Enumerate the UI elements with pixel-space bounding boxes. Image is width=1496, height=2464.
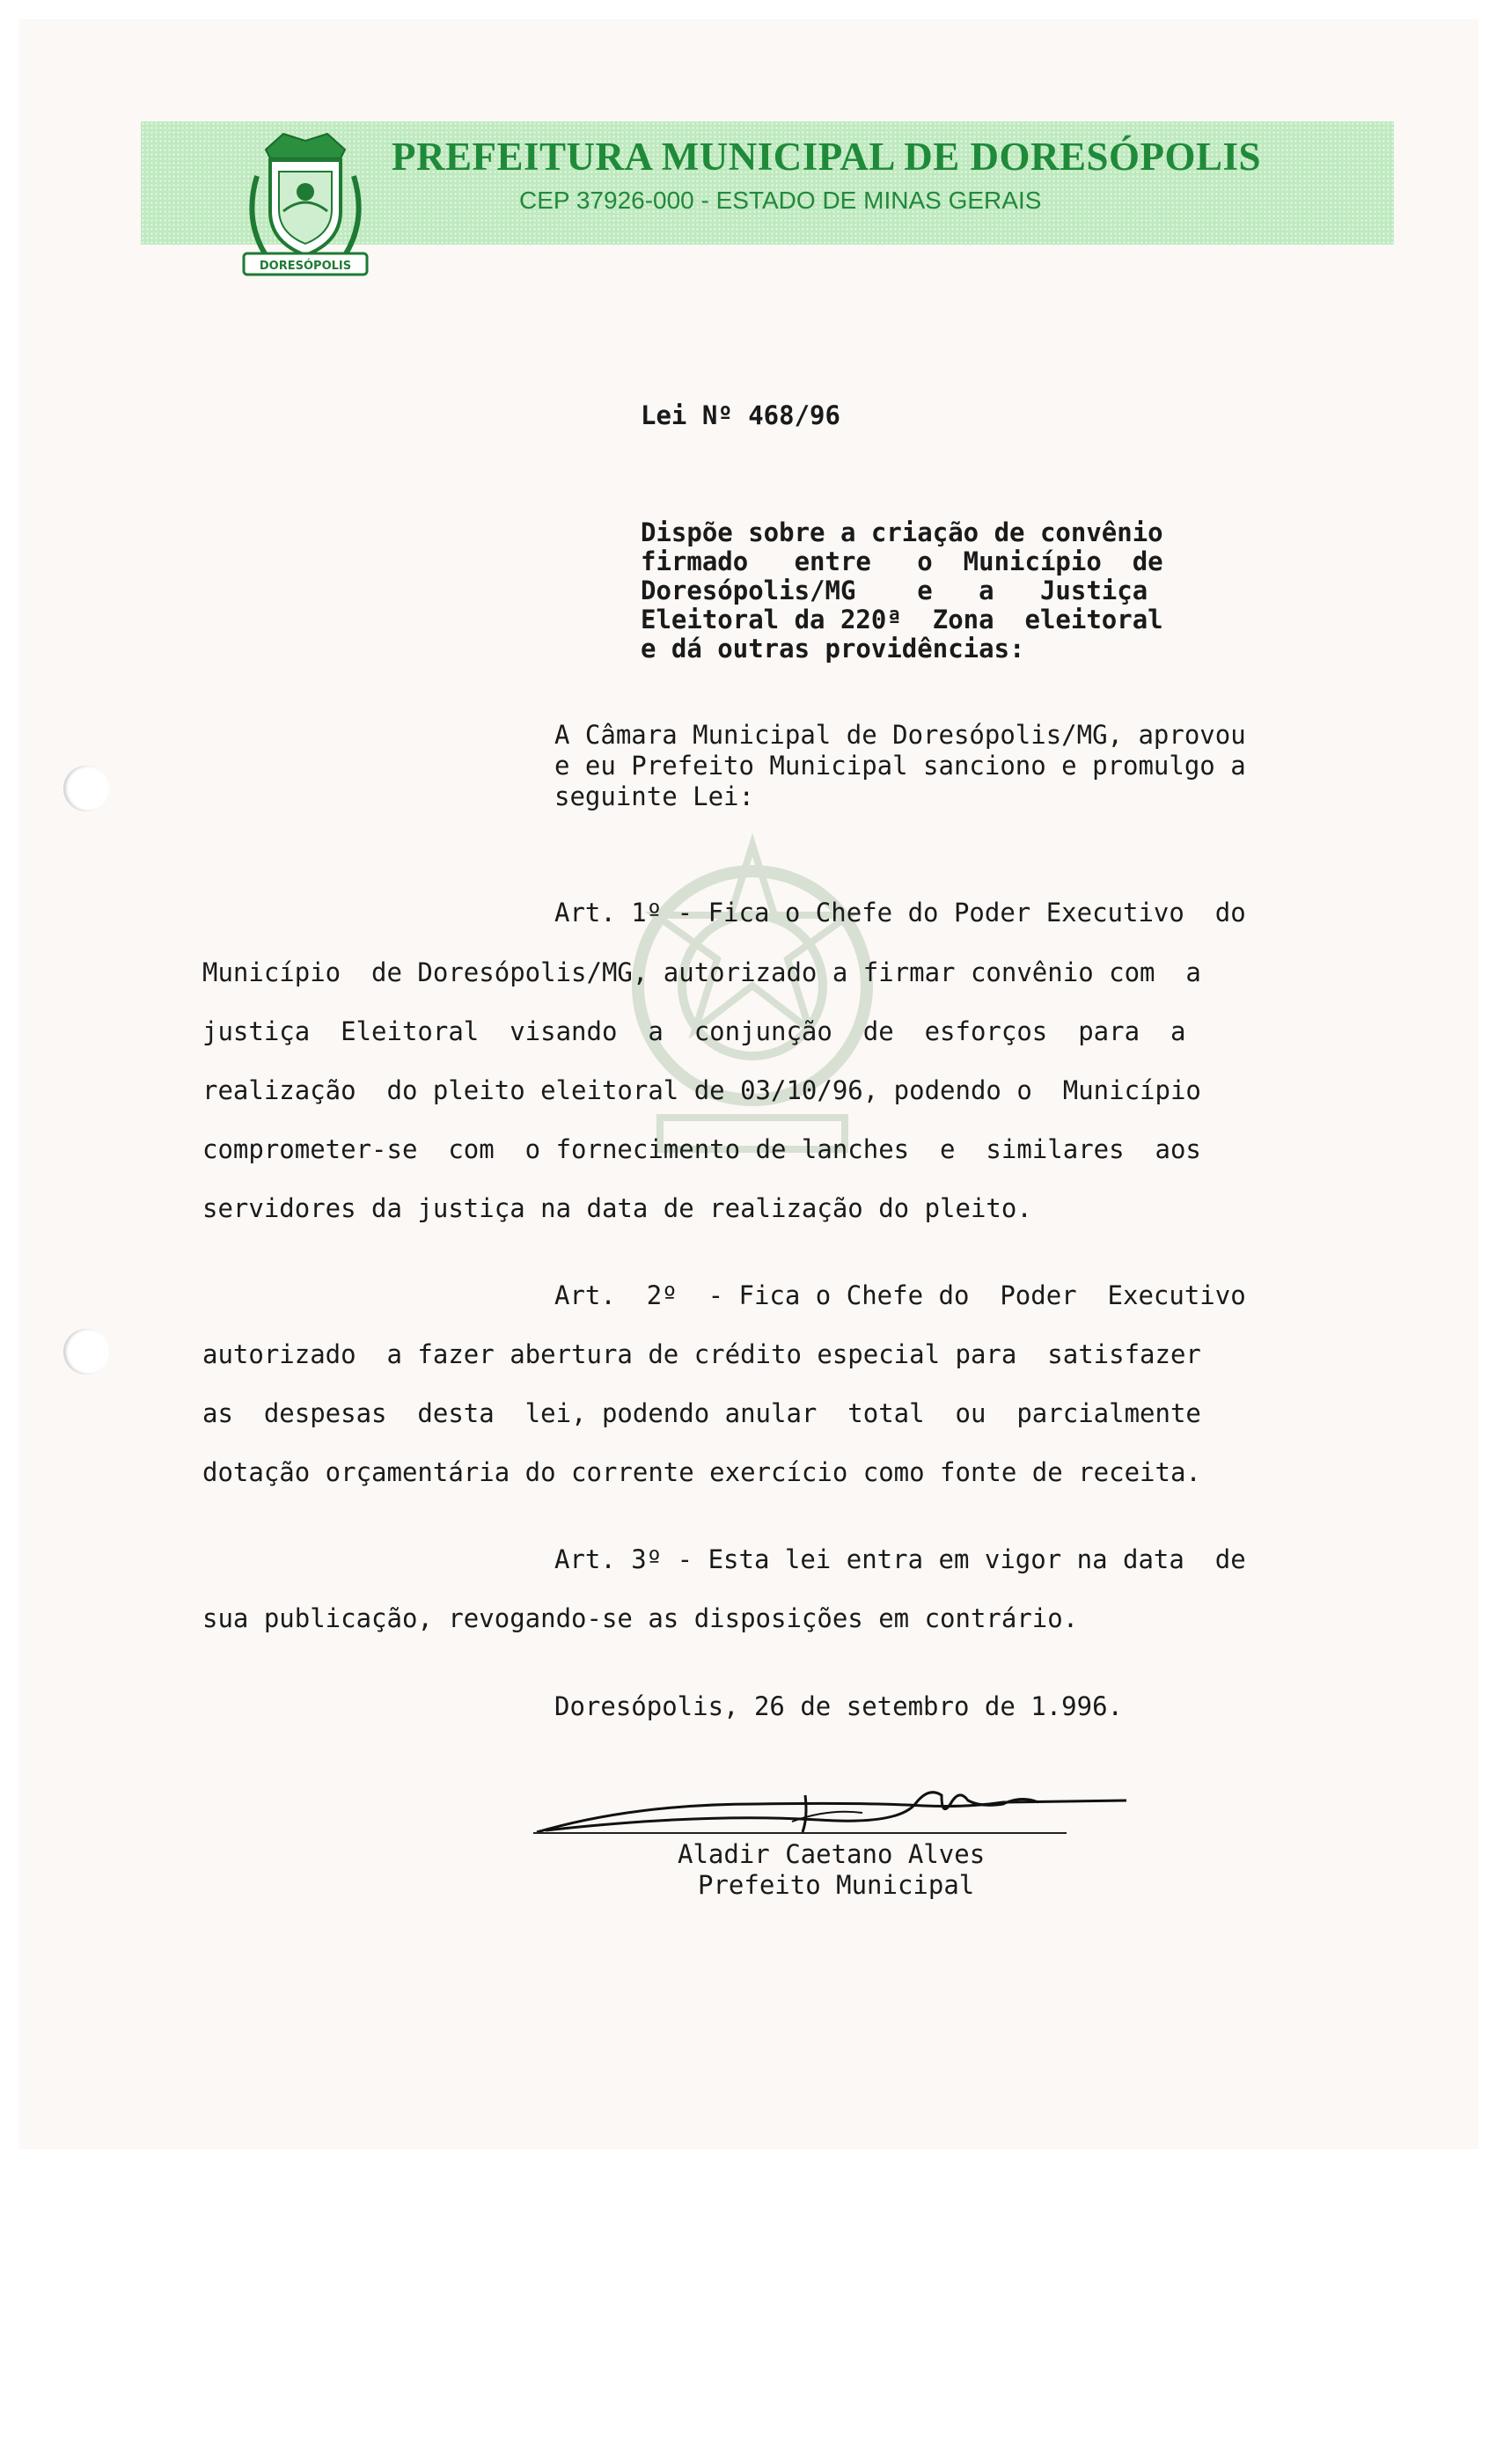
summary-line: firmado entre o Município de — [641, 546, 1163, 576]
punch-hole — [63, 766, 109, 811]
letterhead-subtitle: CEP 37926-000 - ESTADO DE MINAS GERAIS — [519, 187, 1042, 214]
article-2-line: autorizado a fazer abertura de crédito especial para satisfazer — [202, 1339, 1201, 1369]
summary-line: e dá outras providências: — [641, 634, 1025, 664]
summary-line: Dispõe sobre a criação de convênio — [641, 517, 1163, 547]
handwritten-signature-icon — [528, 1769, 1144, 1848]
preamble-line: seguinte Lei: — [554, 781, 754, 811]
date-line: Doresópolis, 26 de setembro de 1.996. — [554, 1691, 1124, 1721]
letterhead-title: PREFEITURA MUNICIPAL DE DORESÓPOLIS — [392, 135, 1262, 179]
signature-line — [533, 1832, 1067, 1834]
article-1-line: servidores da justiça na data de realização do pleito. — [202, 1193, 1032, 1223]
article-1-line: comprometer-se com o fornecimento de lanches e similares aos — [202, 1134, 1201, 1164]
summary-line: Doresópolis/MG e a Justiça — [641, 576, 1148, 605]
article-3-line: Art. 3º - Esta lei entra em vigor na data de — [554, 1544, 1246, 1574]
summary-line: Eleitoral da 220ª Zona eleitoral — [641, 605, 1163, 634]
law-number: Lei Nº 468/96 — [641, 400, 840, 430]
article-3-line: sua publicação, revogando-se as disposições em contrário. — [202, 1603, 1079, 1633]
article-2-line: dotação orçamentária do corrente exercício como fonte de receita. — [202, 1457, 1201, 1487]
municipal-crest-icon — [231, 123, 380, 282]
punch-hole — [63, 1329, 109, 1375]
article-1-line: Art. 1º - Fica o Chefe do Poder Executivo do — [554, 898, 1246, 928]
coat-of-arms-watermark-icon — [607, 810, 898, 1179]
crest-banner-text: DORESÓPOLIS — [259, 260, 352, 273]
preamble-line: A Câmara Municipal de Doresópolis/MG, aprovou — [554, 720, 1246, 750]
article-2-line: as despesas desta lei, podendo anular total ou parcialmente — [202, 1398, 1201, 1428]
article-1-line: realização do pleito eleitoral de 03/10/96, podendo o Município — [202, 1075, 1201, 1105]
article-2-line: Art. 2º - Fica o Chefe do Poder Executivo — [554, 1280, 1246, 1310]
preamble-line: e eu Prefeito Municipal sanciono e promulgo a — [554, 751, 1246, 781]
article-1-line: Município de Doresópolis/MG, autorizado a firmar convênio com a — [202, 957, 1201, 987]
signatory-title: Prefeito Municipal — [698, 1870, 975, 1900]
article-1-line: justiça Eleitoral visando a conjunção de esforços para a — [202, 1016, 1186, 1046]
signatory-name: Aladir Caetano Alves — [678, 1839, 986, 1869]
